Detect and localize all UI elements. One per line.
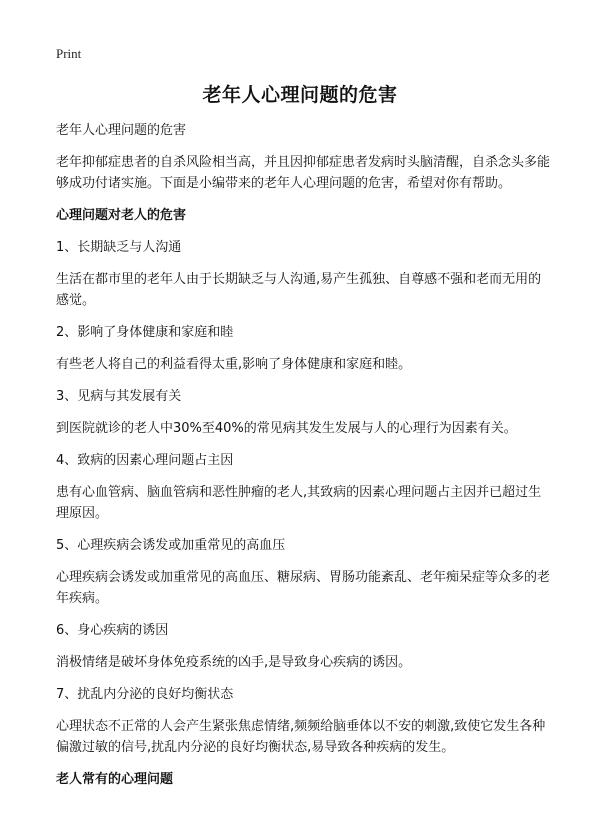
- list-item: [56, 620, 550, 673]
- print-label: Print: [56, 46, 82, 61]
- list-item: [56, 684, 550, 758]
- section-heading-common-problems: 老人常有的心理问题: [56, 772, 174, 787]
- section-heading-harms: 心理问题对老人的危害: [56, 208, 187, 223]
- item-title: 1、长期缺乏与人沟通: [56, 240, 182, 255]
- list-item: [56, 322, 550, 375]
- item-title: 4、致病的因素心理问题占主因: [56, 453, 234, 468]
- item-body: 患有心血管病、脑血管病和恶性肿瘤的老人,其致病的因素心理问题占主因并已超过生理原因。: [56, 485, 542, 521]
- intro-heading: 老年人心理问题的危害: [56, 123, 187, 138]
- list-item: [56, 386, 550, 439]
- intro-paragraph: 老年抑郁症患者的自杀风险相当高，并且因抑郁症患者发病时头脑清醒，自杀念头多能够成功付诸实施。下面是小编带来的老年人心理问题的危害，希望对你有帮助。: [56, 155, 551, 191]
- item-title: 2、影响了身体健康和家庭和睦: [56, 325, 234, 340]
- item-body: 到医院就诊的老人中30%至40%的常见病其发生发展与人的心理行为因素有关。: [56, 421, 517, 436]
- item-body: 消极情绪是破坏身体免疫系统的凶手,是导致身心疾病的诱因。: [56, 655, 412, 670]
- item-body: 有些老人将自己的利益看得太重,影响了身体健康和家庭和睦。: [56, 357, 412, 372]
- item-body: 生活在都市里的老年人由于长期缺乏与人沟通,易产生孤独、自尊感不强和老而无用的感觉。: [56, 272, 542, 308]
- document-title: 老年人心理问题的危害: [202, 84, 398, 106]
- item-title: 6、身心疾病的诱因: [56, 623, 169, 638]
- item-body: 心理状态不正常的人会产生紧张焦虑情绪,频频给脑垂体以不安的刺激,致使它发生各种偏激过敏的信号,扰乱内分泌的良好均衡状态,易导致各种疾病的发生。: [56, 719, 546, 755]
- item-title: 7、扰乱内分泌的良好均衡状态: [56, 687, 234, 702]
- list-item: [56, 450, 550, 524]
- item-title: 3、见病与其发展有关: [56, 389, 182, 404]
- item-title: 5、心理疾病会诱发或加重常见的高血压: [56, 538, 286, 553]
- list-item: [56, 237, 550, 311]
- item-body: 心理疾病会诱发或加重常见的高血压、糖尿病、胃肠功能紊乱、老年痴呆症等众多的老年疾病。: [56, 570, 551, 606]
- document-body: [56, 120, 550, 801]
- list-item: [56, 535, 550, 609]
